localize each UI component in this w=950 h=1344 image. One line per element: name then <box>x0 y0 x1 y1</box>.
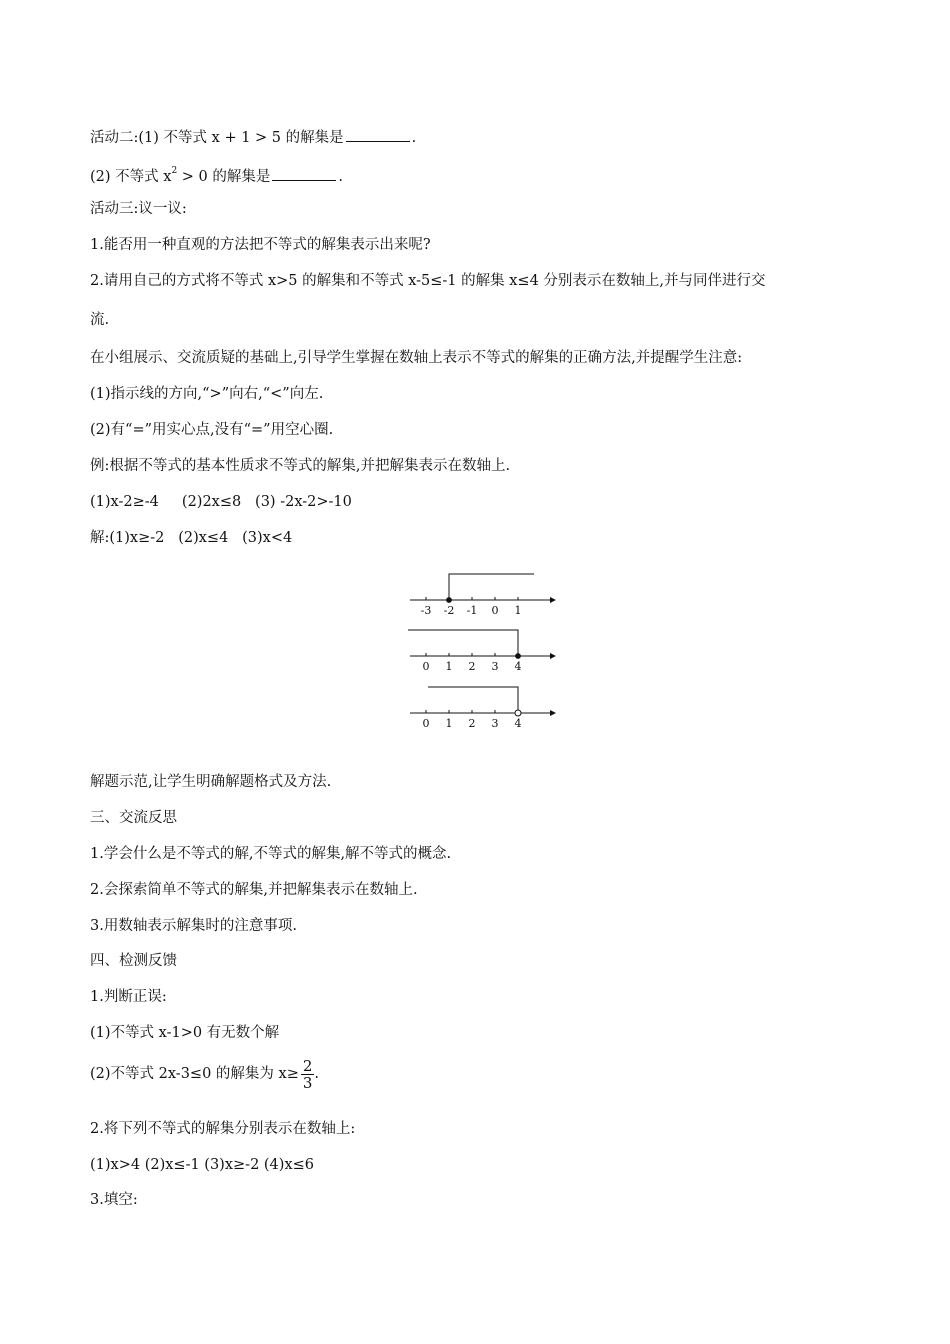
tick-label: 2 <box>468 717 476 730</box>
hollow-point <box>515 710 521 716</box>
activity3-title: 活动三:议一议: <box>90 201 187 217</box>
tick-label: 4 <box>514 717 522 730</box>
activity3-p1: 1.能否用一种直观的方法把不等式的解集表示出来呢? <box>90 237 431 253</box>
solution-indicator <box>449 574 534 600</box>
q2-exponent: 2 <box>171 166 178 176</box>
tick-label: 4 <box>514 660 522 673</box>
tick-label: 0 <box>491 604 499 617</box>
section4-q1a: (1)不等式 x-1>0 有无数个解 <box>90 1025 280 1041</box>
q2-expression-rest: > 0 <box>177 168 208 185</box>
section4-q1: 1.判断正误: <box>90 989 167 1005</box>
q1-expression: x + 1 > 5 <box>211 130 282 146</box>
q1-end: . <box>411 130 417 146</box>
example-prompt: 例:根据不等式的基本性质求不等式的解集,并把解集表示在数轴上. <box>90 458 511 474</box>
activity3-p3: 在小组展示、交流质疑的基础上,引导学生掌握在数轴上表示不等式的解集的正确方法,并提醒学生注意: <box>90 350 743 366</box>
tick-label: 3 <box>491 717 499 730</box>
section3-item-3: 3.用数轴表示解集时的注意事项. <box>90 918 297 934</box>
q1-prefix: 活动二:(1) 不等式 <box>90 130 212 146</box>
section3-item-1: 1.学会什么是不等式的解,不等式的解集,解不等式的概念. <box>90 846 452 862</box>
tick-label: 0 <box>422 717 430 730</box>
fraction-denominator: 3 <box>302 1073 313 1092</box>
activity3-p2a: 2.请用自己的方式将不等式 x>5 的解集和不等式 x-5≤-1 的解集 x≤4 分别表示在数轴上,并与同伴进行交 <box>90 273 766 289</box>
tick-label: -1 <box>466 604 478 617</box>
section4-q2: 2.将下列不等式的解集分别表示在数轴上: <box>90 1121 356 1137</box>
section3-item-2: 2.会探索简单不等式的解集,并把解集表示在数轴上. <box>90 882 418 898</box>
answer-blank <box>346 129 410 142</box>
activity2-q1 <box>90 128 416 148</box>
note-2: (2)有“=”用实心点,没有“=”用空心圈. <box>90 422 334 438</box>
section4-q2-items: (1)x>4 (2)x≤-1 (3)x≥-2 (4)x≤6 <box>90 1157 314 1173</box>
section4-q3: 3.填空: <box>90 1192 138 1208</box>
after-figure-text: 解题示范,让学生明确解题格式及方法. <box>90 774 332 790</box>
note-1: (1)指示线的方向,“>”向右,“<”向左. <box>90 386 324 402</box>
solution-indicator <box>408 630 518 656</box>
number-line-3 <box>410 687 555 730</box>
solid-point <box>447 598 452 603</box>
tick-label: 3 <box>491 660 499 673</box>
section3-title: 三、交流反思 <box>90 810 177 826</box>
tick-label: 2 <box>468 660 476 673</box>
tick-label: 1 <box>445 660 453 673</box>
q2-prefix: (2) 不等式 <box>90 168 164 185</box>
q2-suffix: 的解集是 <box>207 168 271 185</box>
activity3-p2b: 流. <box>90 312 110 328</box>
tick-label: 1 <box>514 604 522 617</box>
q2-end: . <box>338 168 343 185</box>
q1b-end: . <box>314 1066 319 1082</box>
solid-point <box>516 654 521 659</box>
q2-base: x <box>163 168 172 185</box>
solution-indicator <box>428 687 518 713</box>
section4-q1b <box>90 1054 319 1094</box>
q1b-prefix: (2)不等式 2x-3≤0 的解集为 x≥ <box>90 1066 299 1082</box>
number-line-figure <box>400 565 570 735</box>
q1-suffix: 的解集是 <box>281 130 344 146</box>
number-line-2 <box>408 630 555 673</box>
tick-label: -3 <box>420 604 432 617</box>
fraction-two-thirds <box>301 1058 315 1091</box>
tick-label: -2 <box>443 604 455 617</box>
solution: 解:(1)x≥-2 (2)x≤4 (3)x<4 <box>90 530 293 546</box>
activity2-q2 <box>90 163 343 187</box>
number-line-1 <box>410 574 555 617</box>
answer-blank <box>272 168 336 181</box>
tick-label: 1 <box>445 717 453 730</box>
section4-title: 四、检测反馈 <box>90 953 177 969</box>
fraction-numerator: 2 <box>302 1056 313 1075</box>
example-items: (1)x-2≥-4 (2)2x≤8 (3) -2x-2>-10 <box>90 494 352 510</box>
tick-label: 0 <box>422 660 430 673</box>
